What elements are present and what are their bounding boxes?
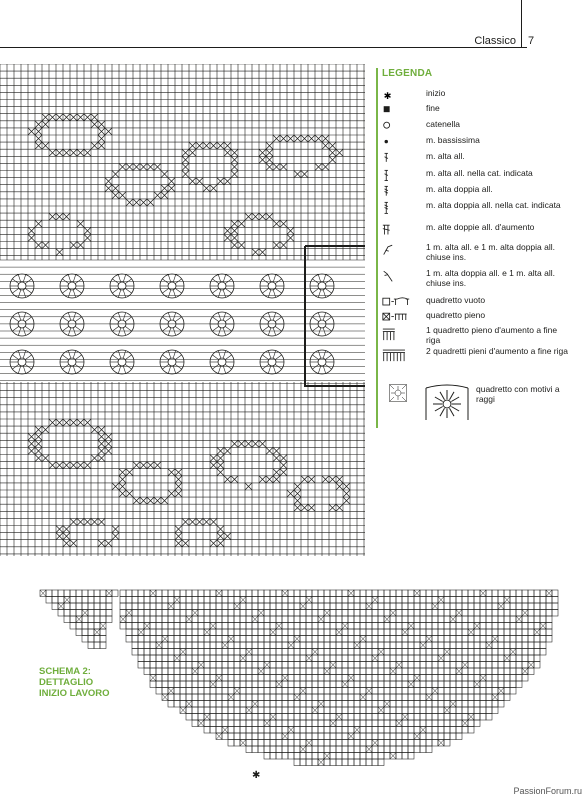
legend-item-label: 1 m. alta all. e 1 m. alta doppia all. chiuse ins. <box>426 242 555 262</box>
legend-item-label: m. alte doppie all. d'aumento <box>426 222 535 232</box>
svg-text:✱: ✱ <box>383 90 392 102</box>
increase-treble-icon <box>382 222 416 242</box>
legend-item-label: m. alta doppia all. nella cat. indicata <box>426 200 561 210</box>
legend-item-label: catenella <box>426 119 461 129</box>
legend-item-label: quadretto vuoto <box>426 295 486 305</box>
start-asterisk-icon: ✱ <box>252 770 261 781</box>
legend-item-label: 1 m. alta doppia all. e 1 m. alta all. chiuse ins. <box>426 268 555 288</box>
motif-rays-icon <box>422 384 472 424</box>
tr-dc-together-icon <box>382 268 416 288</box>
legend-accent-bar <box>376 68 378 428</box>
watermark: PassionForum.ru <box>513 786 582 796</box>
legend-item-label: 1 quadretto pieno d'aumento a fine riga <box>426 325 558 345</box>
legend-item-label: m. bassissima <box>426 135 480 145</box>
legend-item-label: m. alta doppia all. <box>426 184 493 194</box>
legend-title: LEGENDA <box>382 68 433 79</box>
legend-item-label: m. alta all. nella cat. indicata <box>426 168 533 178</box>
schema2-label <box>39 666 110 699</box>
motif-square-icon <box>382 384 416 404</box>
legend <box>376 66 576 428</box>
treble-crochet-chain-icon <box>382 200 416 220</box>
legend-item-label: quadretto con motivi a raggi <box>476 384 560 404</box>
page-number: 7 <box>528 35 535 47</box>
legend-item-label: quadretto pieno <box>426 310 486 320</box>
legend-item-label: m. alta all. <box>426 151 465 161</box>
legend-item-label: 2 quadretti pieni d'aumento a fine riga <box>426 346 568 356</box>
schema2-line2: DETTAGLIO <box>39 677 94 688</box>
legend-item-label: inizio <box>426 88 446 98</box>
schema2-line3: INIZIO LAVORO <box>39 688 110 699</box>
two-squares-increase-icon <box>382 346 416 366</box>
header-divider <box>521 0 522 48</box>
section-title: Classico <box>474 35 516 47</box>
crochet-chart-main <box>0 64 365 556</box>
header-rule <box>0 47 527 48</box>
schema2-line1: SCHEMA 2: <box>39 666 91 677</box>
dc-together-icon <box>382 242 416 262</box>
legend-item-label: fine <box>426 103 440 113</box>
page-header <box>0 0 588 52</box>
one-square-increase-icon <box>382 325 416 345</box>
